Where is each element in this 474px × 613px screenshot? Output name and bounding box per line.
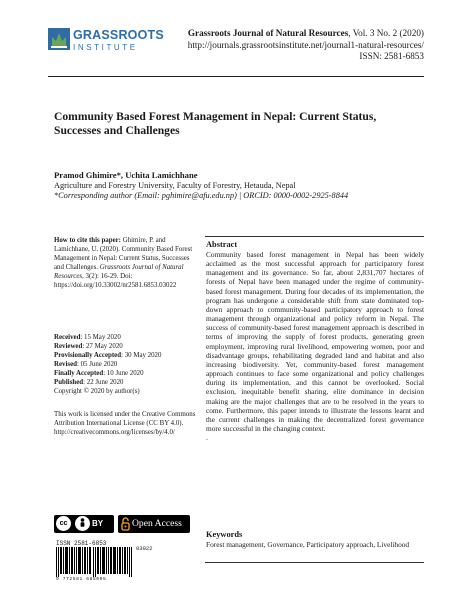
abstract-trailing-dot: . (206, 433, 208, 443)
date-received (54, 334, 197, 343)
date-value: : 15 May 2020 (80, 334, 121, 342)
journal-header (164, 28, 424, 63)
abstract-text: Community based forest management in Nepal has been widely acclaimed as the most successful approach for participatory forest management and its governance. So far, about 2,831,707 hectares of forests of Nepal have been managed under the regime of community-based forest management. During four decades of its implementation, the program has undergone a considerable shift from state dominated top-down approach to community-based participatory approach to forest management through organizational and policy reform in Nepal. The success of community-based forest management approach is described in terms of improving the supply of forest products, generating green employment, improving rural livelihood, empowering women, poor and disadvantage groups, rehabilitating degraded land and habitat and also increasing biodiversity. Yet, community-based forest management approach continues to face some organizational and policy challenges during its implementation, and this cannot be overlooked. Social exclusion, inequitable benefit sharing, elite dominance in decision making are the major challenges that are to be resolved in the years to come. Furthermore, this paper intends to illustrate the lessons learnt and the current challenges in making the decentralized forest governance more successful in the changing context. (206, 250, 424, 433)
date-label: Reviewed (54, 343, 83, 351)
cc-by-badge[interactable] (54, 515, 114, 533)
dates-block (54, 334, 197, 396)
open-access-label: Open Access (132, 518, 182, 529)
date-value: : 10 June 2020 (103, 370, 144, 378)
date-label: Published (54, 378, 84, 386)
barcode-issn: ISSN 2581-6853 (56, 540, 107, 547)
copyright: Copyright © 2020 by author(s) (54, 387, 140, 395)
date-label: Provisionally Accepted (54, 352, 122, 360)
date-label: Finally Accepted (54, 370, 104, 378)
date-label: Revised (54, 361, 77, 369)
citation-block (54, 237, 197, 290)
abstract-top-rule (205, 236, 424, 237)
keywords-section (206, 529, 424, 549)
journal-url[interactable]: http://journals.grassrootsinstitute.net/journal1-natural-resources/ (187, 39, 424, 50)
authors-block (54, 170, 424, 202)
authors: Pramod Ghimire*, Uchita Lamichhane (54, 170, 198, 180)
leaf-icon (48, 28, 70, 50)
date-revised (54, 361, 197, 370)
keywords-heading: Keywords (206, 530, 243, 539)
article-info-column (54, 237, 197, 446)
open-access-badge[interactable] (118, 515, 190, 533)
date-value: : 27 May 2020 (82, 343, 123, 351)
barcode-bars-icon (56, 547, 136, 577)
citation-journal: Grassroots Journal of Natural Resources, (54, 263, 184, 280)
date-published (54, 379, 197, 388)
date-value: : 22 June 2020 (83, 378, 124, 386)
journal-logo (48, 26, 176, 62)
citation-label: How to cite this paper: (54, 237, 121, 244)
header-divider (48, 76, 424, 77)
date-reviewed (54, 343, 197, 352)
journal-name: Grassroots Journal of Natural Resources (187, 28, 349, 38)
abstract-section (206, 239, 424, 442)
abstract-heading: Abstract (206, 240, 238, 249)
date-value: : 30 May 2020 (121, 352, 162, 360)
barcode (54, 540, 160, 584)
open-lock-icon (121, 517, 130, 531)
logo-subtitle: INSTITUTE (73, 43, 138, 52)
date-provisionally-accepted (54, 352, 197, 361)
citation-text: Ghimire, P. and Lamichhane, U. (2020). Community Based Forest Management in Nepal: Current Status, Successes and Challenges. (54, 237, 193, 271)
cc-icon: cc (56, 516, 71, 531)
by-label: BY (92, 519, 104, 528)
affiliation: Agriculture and Forestry University, Faculty of Forestry, Hetauda, Nepal (54, 180, 296, 190)
citation-doi[interactable]: 3(2): 16-29. Doi: https://doi.org/10.33002/nr2581.6853.03022 (54, 272, 177, 289)
barcode-issue-number: 03022 (136, 545, 153, 552)
date-finally-accepted (54, 370, 197, 379)
barcode-number: 9 772581 685005 (56, 577, 107, 582)
journal-volume: , Vol. 3 No. 2 (2020) (348, 28, 424, 38)
corresponding-author: *Corresponding author (Email: pghimire@afu.edu.np) | ORCID: 0000-0002-2925-8844 (54, 191, 349, 201)
journal-name-line (164, 28, 424, 40)
keywords-bottom-rule (205, 562, 424, 563)
date-label: Received (54, 334, 81, 342)
journal-issn: ISSN: 2581-6853 (359, 51, 424, 61)
paper-title: Community Based Forest Management in Nepal: Current Status, Successes and Challenges (54, 110, 377, 137)
logo-wordmark: GRASSROOTS (73, 28, 164, 42)
keywords-text: Forest management, Governance, Participatory approach, Livelihood (206, 540, 410, 549)
date-value: : 05 June 2020 (76, 361, 118, 369)
license-text: This work is licensed under the Creative Commons Attribution International License (CC BY 4.0). http://creativecommons.org/licenses/by/4.0/ (54, 410, 196, 436)
person-icon (75, 516, 90, 531)
